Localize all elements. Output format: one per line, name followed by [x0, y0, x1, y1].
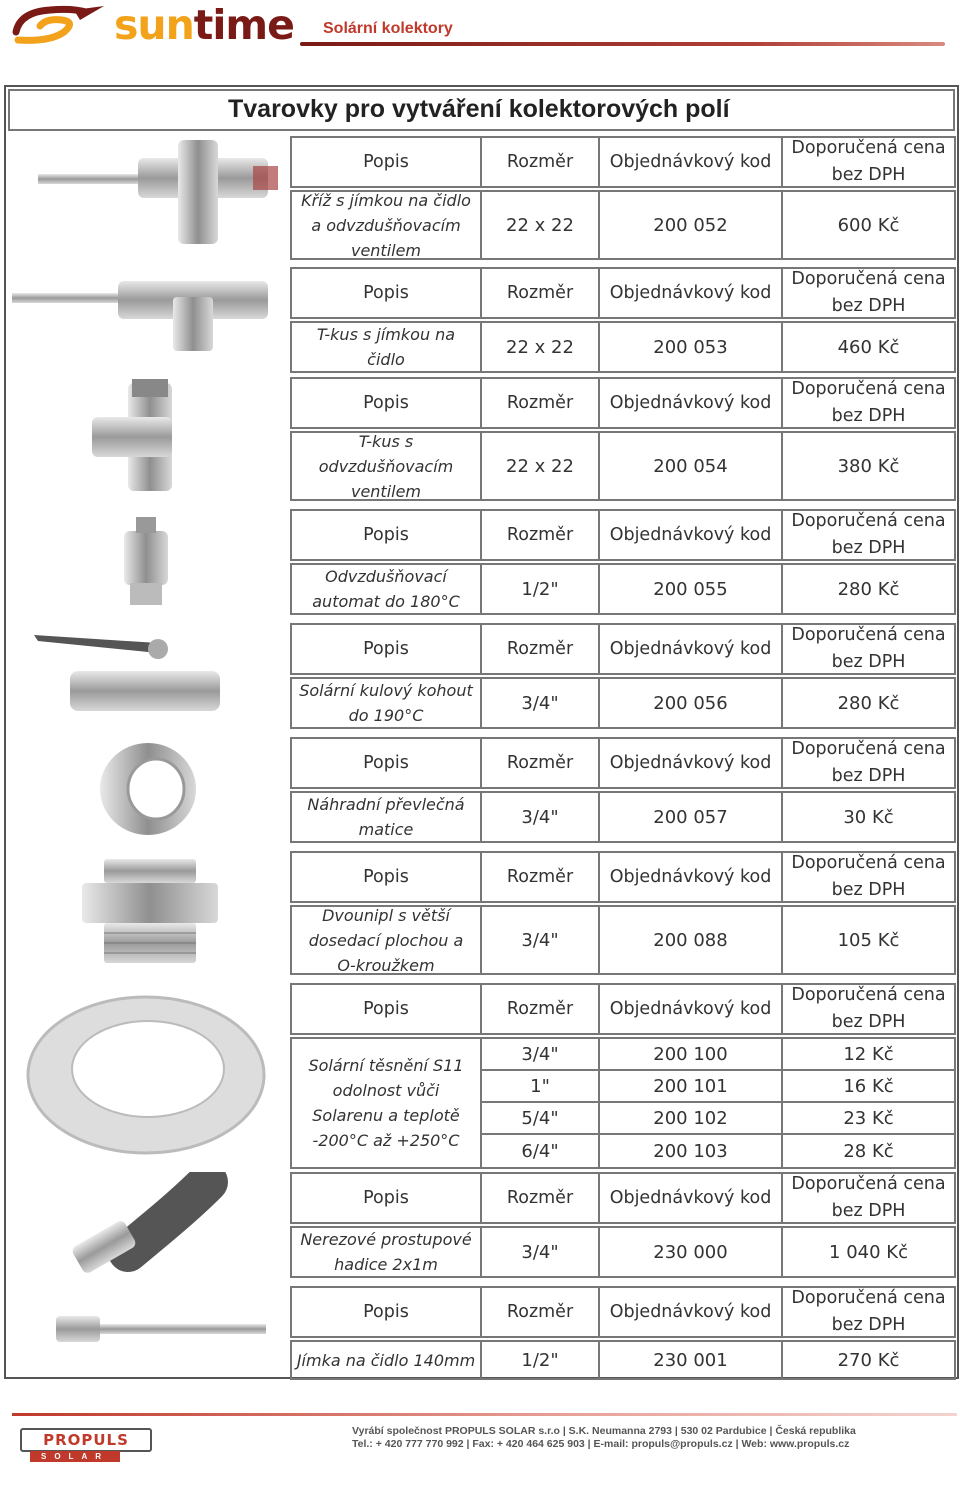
column-header-popis: Popis	[292, 625, 482, 673]
column-header-cena-line1: Doporučená cena	[791, 1174, 946, 1194]
product-description-line: odvzdušňovacím	[318, 456, 454, 476]
product-cena-cell	[783, 323, 954, 371]
product-description	[292, 1228, 482, 1276]
table-row	[290, 190, 956, 260]
product-description	[292, 1342, 482, 1378]
product-description-line: automat do 180°C	[312, 592, 460, 611]
product-rozmer-cell	[482, 1228, 600, 1276]
column-header-kod: Objednávkový kod	[600, 1288, 783, 1336]
product-kod: 200 053	[653, 336, 728, 358]
column-header-cena	[783, 625, 954, 673]
product-rozmer: 3/4"	[521, 1241, 559, 1263]
product-rozmer: 22 x 22	[506, 455, 574, 477]
product-image	[8, 1172, 288, 1274]
product-cena: 600 Kč	[837, 214, 900, 236]
product-description-line: -200°C až +250°C	[312, 1131, 460, 1150]
product-cena: 280 Kč	[837, 692, 900, 714]
product-rozmer: 3/4"	[521, 806, 559, 828]
gasket-image	[8, 983, 288, 1161]
air-vent-image	[8, 509, 288, 613]
column-header-kod: Objednávkový kod	[600, 625, 783, 673]
table-header-row	[290, 136, 956, 188]
column-header-rozmer: Rozměr	[482, 853, 600, 901]
product-cena: 380 Kč	[837, 455, 900, 477]
product-description-line: odolnost vůči	[332, 1081, 440, 1100]
column-header-popis: Popis	[292, 138, 482, 186]
product-cena-cell	[783, 1342, 954, 1378]
product-rozmer: 3/4"	[482, 1039, 598, 1071]
product-description-line: Nerezové prostupové	[300, 1230, 472, 1249]
column-header-cena-line2: bez DPH	[831, 880, 906, 900]
column-header-cena	[783, 853, 954, 901]
product-image	[8, 1286, 288, 1374]
column-header-cena-line2: bez DPH	[831, 296, 906, 316]
table-row	[290, 1340, 956, 1380]
product-kod-cell	[600, 907, 783, 973]
column-header-rozmer: Rozměr	[482, 985, 600, 1033]
catalog-title: Tvarovky pro vytváření kolektorových polí	[228, 95, 730, 123]
column-header-cena	[783, 138, 954, 186]
column-header-cena-line1: Doporučená cena	[791, 269, 946, 289]
product-description-line: Odvzdušňovací	[325, 567, 447, 586]
table-header-row	[290, 983, 956, 1035]
hose-image	[8, 1172, 288, 1274]
column-header-rozmer: Rozměr	[482, 625, 600, 673]
product-kod-cell	[600, 793, 783, 841]
column-header-popis: Popis	[292, 739, 482, 787]
product-rozmer: 1/2"	[521, 578, 559, 600]
product-description-line: Jímka na čidlo 140mm	[296, 1350, 476, 1370]
column-header-rozmer: Rozměr	[482, 1174, 600, 1222]
column-header-cena-line1: Doporučená cena	[791, 853, 946, 873]
product-rozmer-cell	[482, 1039, 600, 1167]
t-fitting-image	[8, 267, 288, 353]
product-description	[292, 323, 482, 371]
nipple-image	[8, 851, 288, 971]
price-catalog	[4, 85, 959, 1379]
table-header-row	[290, 267, 956, 319]
column-header-kod: Objednávkový kod	[600, 1174, 783, 1222]
table-row	[290, 905, 956, 975]
product-description-line: Náhradní převlečná	[307, 795, 465, 814]
product-kod: 200 054	[653, 455, 728, 477]
product-cena-cell	[783, 793, 954, 841]
product-rozmer-cell	[482, 1342, 600, 1378]
table-row	[290, 791, 956, 843]
table-row	[290, 1226, 956, 1278]
product-description-line: O-kroužkem	[337, 955, 435, 975]
product-rozmer: 1/2"	[521, 1349, 559, 1371]
product-rozmer: 22 x 22	[506, 214, 574, 236]
column-header-cena-line2: bez DPH	[831, 1012, 906, 1032]
product-rozmer-cell	[482, 323, 600, 371]
column-header-cena-line2: bez DPH	[831, 406, 906, 426]
product-kod-cell	[600, 1228, 783, 1276]
product-kod: 200 102	[600, 1103, 781, 1135]
product-kod: 200 100	[600, 1039, 781, 1071]
column-header-cena	[783, 511, 954, 559]
product-kod: 200 103	[653, 1140, 728, 1162]
product-description	[292, 793, 482, 841]
suntime-logo-mark-icon	[10, 2, 106, 48]
propuls-logo	[20, 1428, 152, 1452]
column-header-kod: Objednávkový kod	[600, 269, 783, 317]
product-cena-cell	[783, 679, 954, 727]
page-header	[0, 0, 960, 56]
column-header-rozmer: Rozměr	[482, 269, 600, 317]
product-description-line: a odvzdušňovacím	[311, 215, 461, 235]
column-header-kod: Objednávkový kod	[600, 985, 783, 1033]
table-header-row	[290, 851, 956, 903]
column-header-rozmer: Rozměr	[482, 138, 600, 186]
column-header-cena-line2: bez DPH	[831, 538, 906, 558]
product-cena-cell	[783, 433, 954, 499]
product-image	[8, 377, 288, 497]
column-header-cena	[783, 1288, 954, 1336]
company-contact	[352, 1425, 952, 1451]
product-rozmer-cell	[482, 679, 600, 727]
product-kod-cell	[600, 433, 783, 499]
column-header-cena	[783, 269, 954, 317]
column-header-popis: Popis	[292, 1174, 482, 1222]
column-header-kod: Objednávkový kod	[600, 853, 783, 901]
product-description-line: ventilem	[350, 240, 422, 260]
column-header-cena	[783, 379, 954, 427]
product-cena: 270 Kč	[837, 1349, 900, 1371]
catalog-title-bar	[8, 89, 955, 131]
column-header-cena-line1: Doporučená cena	[791, 379, 946, 399]
table-row	[290, 431, 956, 501]
table-header-row	[290, 737, 956, 789]
product-kod: 230 000	[653, 1241, 728, 1263]
product-cena-cell	[783, 1039, 954, 1167]
product-rozmer: 1"	[482, 1071, 598, 1103]
company-contacts: Tel.: + 420 777 770 992 | Fax: + 420 464 625 903 | E-mail: propuls@propuls.cz | Web: www.propuls.cz	[352, 1438, 850, 1450]
column-header-cena-line1: Doporučená cena	[791, 1288, 946, 1308]
column-header-rozmer: Rozměr	[482, 511, 600, 559]
product-kod: 200 055	[653, 578, 728, 600]
product-rozmer: 3/4"	[521, 692, 559, 714]
column-header-popis: Popis	[292, 379, 482, 427]
column-header-popis: Popis	[292, 853, 482, 901]
product-image	[8, 509, 288, 613]
product-kod-cell	[600, 1039, 783, 1167]
product-kod-cell	[600, 192, 783, 258]
product-cena: 1 040 Kč	[829, 1241, 908, 1263]
product-cena-cell	[783, 565, 954, 613]
product-cena: 28 Kč	[843, 1140, 894, 1162]
table-row	[290, 563, 956, 615]
product-rozmer-cell	[482, 565, 600, 613]
column-header-rozmer: Rozměr	[482, 379, 600, 427]
product-description-line: matice	[358, 820, 414, 839]
product-description	[292, 192, 482, 258]
brand-subtitle: Solární kolektory	[323, 20, 453, 37]
table-header-row	[290, 623, 956, 675]
product-cena-cell	[783, 907, 954, 973]
footer-divider	[12, 1413, 957, 1416]
product-kod: 200 052	[653, 214, 728, 236]
column-header-kod: Objednávkový kod	[600, 511, 783, 559]
product-rozmer: 5/4"	[482, 1103, 598, 1135]
column-header-cena-line2: bez DPH	[831, 1315, 906, 1335]
product-rozmer-cell	[482, 907, 600, 973]
product-description-line: Solarenu a teplotě	[312, 1106, 460, 1125]
product-rozmer-cell	[482, 192, 600, 258]
product-description	[292, 565, 482, 613]
product-description	[292, 679, 482, 727]
column-header-kod: Objednávkový kod	[600, 739, 783, 787]
column-header-cena-line2: bez DPH	[831, 766, 906, 786]
column-header-cena-line1: Doporučená cena	[791, 739, 946, 759]
product-description-line: T-kus s	[358, 431, 414, 451]
product-description-line: Kříž s jímkou na čidlo	[301, 190, 471, 210]
product-description	[292, 907, 482, 973]
column-header-popis: Popis	[292, 269, 482, 317]
product-image	[8, 983, 288, 1161]
header-divider	[300, 42, 945, 46]
sensor-well-image	[8, 1286, 288, 1374]
column-header-popis: Popis	[292, 511, 482, 559]
product-description-line: ventilem	[350, 481, 422, 501]
t-fitting-vent-image	[8, 377, 288, 497]
table-row	[290, 677, 956, 729]
product-kod: 200 056	[653, 692, 728, 714]
column-header-cena-line1: Doporučená cena	[791, 625, 946, 645]
cross-fitting-image	[8, 136, 288, 248]
column-header-popis: Popis	[292, 985, 482, 1033]
product-image	[8, 267, 288, 353]
nut-image	[8, 737, 288, 839]
column-header-cena	[783, 985, 954, 1033]
column-header-kod: Objednávkový kod	[600, 379, 783, 427]
column-header-cena	[783, 1174, 954, 1222]
product-kod-cell	[600, 565, 783, 613]
product-kod-cell	[600, 323, 783, 371]
product-description-line: do 190°C	[348, 706, 424, 725]
product-description-line: Solární kulový kohout	[299, 681, 473, 700]
product-image	[8, 623, 288, 725]
table-header-row	[290, 1286, 956, 1338]
propuls-logo-name: PROPULS	[43, 1431, 129, 1449]
column-header-cena-line1: Doporučená cena	[791, 985, 946, 1005]
product-cena-cell	[783, 192, 954, 258]
column-header-cena-line2: bez DPH	[831, 165, 906, 185]
table-row	[290, 321, 956, 373]
product-kod: 230 001	[653, 1349, 728, 1371]
company-address: Vyrábí společnost PROPULS SOLAR s.r.o | S.K. Neumanna 2793 | 530 02 Pardubice | Česká republika	[352, 1425, 856, 1437]
product-image	[8, 136, 288, 248]
product-kod: 200 101	[600, 1071, 781, 1103]
column-header-popis: Popis	[292, 1288, 482, 1336]
product-kod: 200 057	[653, 806, 728, 828]
product-description-line: dosedací plochou a	[308, 930, 464, 950]
column-header-cena-line2: bez DPH	[831, 1201, 906, 1221]
product-rozmer-cell	[482, 793, 600, 841]
propuls-logo-sub: SOLAR	[30, 1451, 120, 1462]
product-kod-cell	[600, 1342, 783, 1378]
column-header-rozmer: Rozměr	[482, 739, 600, 787]
page-footer	[0, 1405, 960, 1485]
product-description-line: hadice 2x1m	[334, 1255, 438, 1274]
column-header-cena	[783, 739, 954, 787]
column-header-cena-line2: bez DPH	[831, 652, 906, 672]
product-rozmer: 6/4"	[521, 1140, 559, 1162]
column-header-rozmer: Rozměr	[482, 1288, 600, 1336]
column-header-kod: Objednávkový kod	[600, 138, 783, 186]
product-description	[292, 1039, 482, 1167]
brand-name	[114, 2, 294, 48]
product-rozmer-cell	[482, 433, 600, 499]
product-description	[292, 433, 482, 499]
brand-part-time: time	[193, 1, 294, 49]
product-cena: 23 Kč	[783, 1103, 954, 1135]
column-header-cena-line1: Doporučená cena	[791, 511, 946, 531]
table-header-row	[290, 1172, 956, 1224]
product-cena: 16 Kč	[783, 1071, 954, 1103]
product-cena: 12 Kč	[783, 1039, 954, 1071]
product-rozmer: 3/4"	[521, 929, 559, 951]
table-row	[290, 1037, 956, 1169]
product-rozmer: 22 x 22	[506, 336, 574, 358]
product-image	[8, 737, 288, 839]
product-image	[8, 851, 288, 971]
table-header-row	[290, 509, 956, 561]
product-description-line: T-kus s jímkou na čidlo	[316, 325, 456, 369]
product-cena: 105 Kč	[837, 929, 900, 951]
product-cena: 460 Kč	[837, 336, 900, 358]
brand-part-sun: sun	[114, 1, 194, 49]
ball-valve-image	[8, 623, 288, 725]
column-header-cena-line1: Doporučená cena	[791, 138, 946, 158]
product-kod-cell	[600, 679, 783, 727]
product-cena-cell	[783, 1228, 954, 1276]
product-cena: 30 Kč	[843, 806, 894, 828]
product-cena: 280 Kč	[837, 578, 900, 600]
product-description-line: Solární těsnění S11	[308, 1056, 464, 1075]
product-description-line: Dvounipl s větší	[322, 905, 450, 925]
table-header-row	[290, 377, 956, 429]
product-kod: 200 088	[653, 929, 728, 951]
